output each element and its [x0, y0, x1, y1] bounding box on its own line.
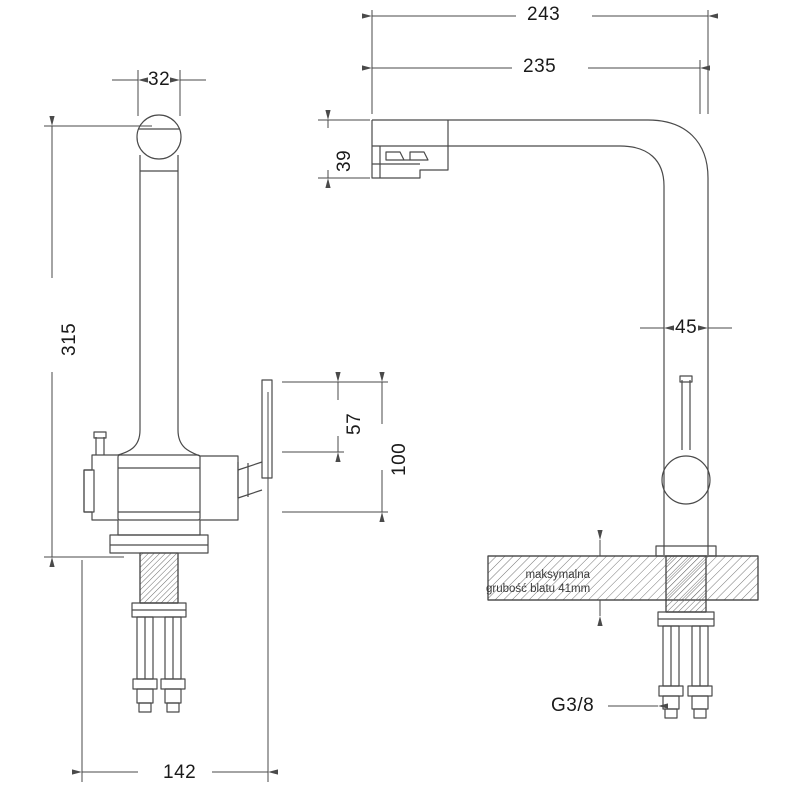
dimension-label-100: 100 [389, 442, 410, 476]
dimension-label-243: 243 [527, 4, 561, 25]
dimension-label-57: 57 [344, 412, 365, 435]
dimension-label-315: 315 [59, 322, 80, 356]
dimension-label-39: 39 [334, 149, 355, 172]
dimension-label-142: 142 [163, 762, 197, 783]
faucet-right-view [372, 120, 758, 718]
worktop-note-line2: grubość blatu 41mm [486, 583, 591, 595]
threaded-shank [140, 553, 178, 603]
faucet-left-view [84, 115, 272, 712]
dimension-lines [44, 10, 732, 782]
worktop-note-line1: maksymalna [525, 569, 590, 581]
threaded-shank-right [666, 556, 706, 612]
handle-cap [137, 115, 181, 159]
thread-size-label: G3/8 [551, 695, 595, 716]
lever-handle [262, 380, 272, 478]
body-ring [662, 456, 710, 504]
dimension-label-45: 45 [675, 317, 698, 338]
dimension-label-235: 235 [523, 56, 557, 77]
base-plate [110, 535, 208, 553]
dimension-label-32: 32 [148, 69, 171, 90]
